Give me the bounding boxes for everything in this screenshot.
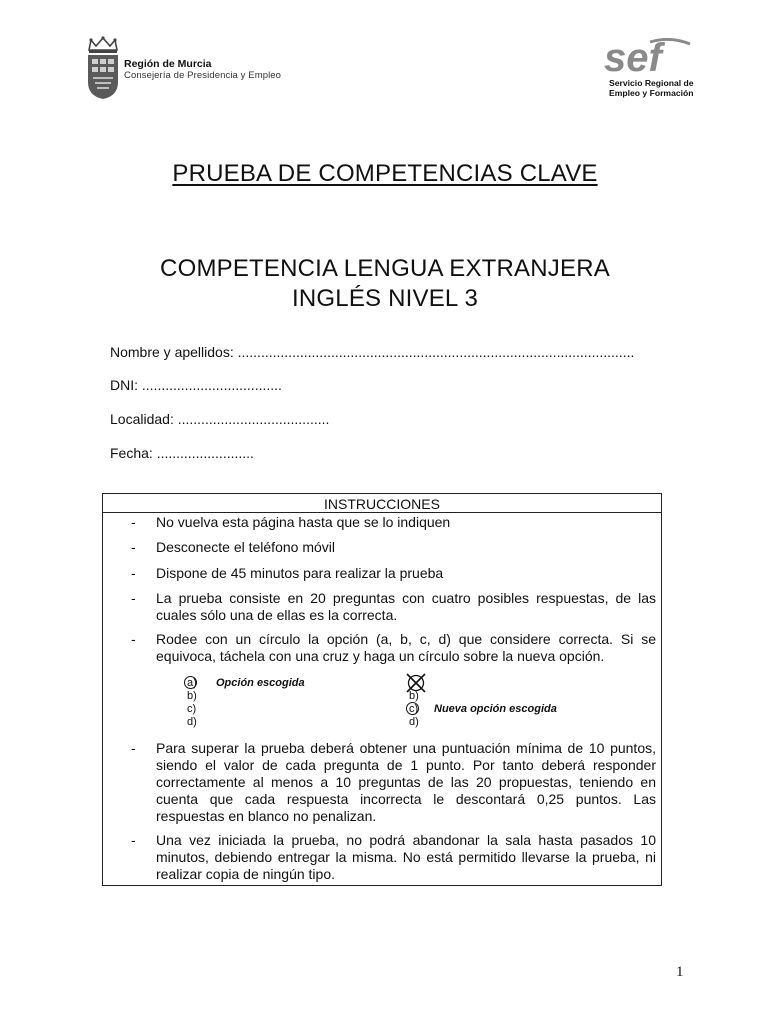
option-d: d) bbox=[409, 716, 419, 728]
chosen-option-label: Opción escogida bbox=[216, 677, 305, 689]
sef-text bbox=[609, 78, 694, 98]
bullet-dash: - bbox=[131, 832, 136, 848]
sef-logo bbox=[600, 38, 692, 76]
instructions-box bbox=[102, 493, 662, 886]
example-new-chosen-option bbox=[409, 677, 639, 733]
subtitle-line-1: COMPETENCIA LENGUA EXTRANJERA bbox=[160, 255, 610, 282]
locality-field: Localidad: ....................................... bbox=[110, 411, 330, 427]
sef-line-2: Empleo y Formación bbox=[609, 88, 694, 98]
page-number: 1 bbox=[676, 964, 684, 980]
instruction-text: Desconecte el teléfono móvil bbox=[156, 539, 335, 555]
bullet-dash: - bbox=[131, 590, 136, 606]
new-chosen-option-label: Nueva opción escogida bbox=[434, 703, 557, 715]
option-b: b) bbox=[187, 690, 197, 702]
bullet-dash: - bbox=[131, 514, 136, 530]
option-d: d) bbox=[187, 716, 197, 728]
instruction-text: La prueba consiste en 20 preguntas con cuatro posibles respuestas, de las cuales sólo una de ellas es la correcta. bbox=[156, 590, 656, 623]
option-b: b) bbox=[409, 690, 419, 702]
bullet-dash: - bbox=[131, 565, 136, 581]
dni-field: DNI: .................................... bbox=[110, 377, 282, 393]
instruction-text: Rodee con un círculo la opción (a, b, c, d) que considere correcta. Si se equivoca, táchela con una cruz y haga un círculo sobre la nueva opción. bbox=[156, 631, 656, 664]
page-subtitle bbox=[0, 254, 770, 314]
instruction-text: Dispone de 45 minutos para realizar la prueba bbox=[156, 565, 444, 581]
bullet-dash: - bbox=[131, 539, 136, 555]
option-c: c) bbox=[187, 703, 197, 715]
example-chosen-option bbox=[187, 677, 337, 733]
option-a: a) bbox=[187, 677, 197, 689]
instruction-text: Para superar la prueba deberá obtener una puntuación mínima de 10 puntos, siendo el valor de cada pregunta de 1 punto. Por tanto deberá responder correctamente al menos a 10 preguntas de las 20 propuestas, teniendo en cuenta que cada respuesta incorrecta le descontará 0,25 puntos. Las respuestas en blanco no penalizan. bbox=[156, 740, 656, 824]
sef-line-1: Servicio Regional de bbox=[609, 78, 694, 88]
region-murcia-crest-logo bbox=[85, 36, 121, 100]
region-murcia-text bbox=[124, 58, 281, 82]
bullet-dash: - bbox=[131, 631, 136, 647]
instructions-heading: INSTRUCCIONES bbox=[103, 494, 661, 513]
department-name: Consejería de Presidencia y Empleo bbox=[124, 70, 282, 81]
bullet-dash: - bbox=[131, 740, 136, 756]
option-c: c) bbox=[409, 703, 419, 715]
instruction-text: No vuelva esta página hasta que se lo indiquen bbox=[156, 514, 451, 530]
page-title: PRUEBA DE COMPETENCIAS CLAVE bbox=[172, 160, 598, 187]
instruction-text: Una vez iniciada la prueba, no podrá abandonar la sala hasta pasados 10 minutos, debiendo entregar la misma. No está permitido llevarse la prueba, ni realizar copia de ningún tipo. bbox=[156, 832, 656, 882]
subtitle-line-2: INGLÉS NIVEL 3 bbox=[292, 285, 478, 312]
sef-logo-wordmark: sef bbox=[604, 38, 662, 76]
date-field: Fecha: ......................... bbox=[110, 445, 254, 461]
name-field: Nombre y apellidos: ...................................................................................................... bbox=[110, 344, 635, 360]
region-name: Región de Murcia bbox=[124, 58, 212, 70]
